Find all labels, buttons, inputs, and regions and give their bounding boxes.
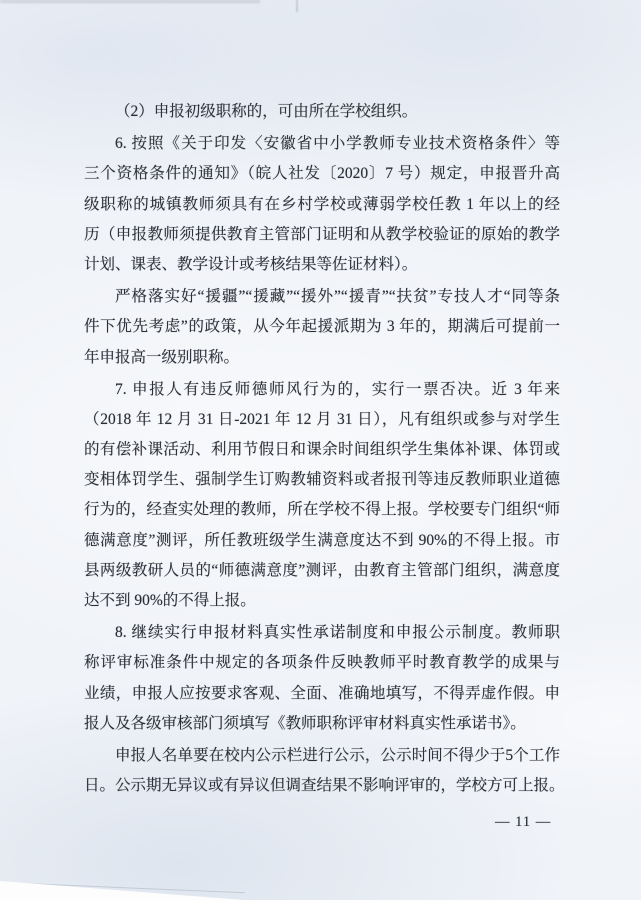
- text-line: 计划、课表、教学设计或考核结果等佐证材料）。: [84, 255, 418, 273]
- text-line: （2）申报初级职称的，可由所在学校组织。: [115, 103, 418, 120]
- paragraph: [84, 375, 560, 617]
- text-line: （2018 年 12 月 31 日-2021 年 12 月 31 日），凡有组织或参与对学生: [84, 410, 560, 428]
- text-line: 历（申报教师须提供教育主管部门证明和从教学校验证的原始的教学: [84, 225, 560, 243]
- text-line: 变相体罚学生、强制学生订购教辅资料或者报刊等违反教师职业道德: [84, 471, 560, 489]
- text-line: 6. 按照《关于印发〈安徽省中小学教师专业技术资格条件〉等: [115, 135, 560, 153]
- text-line: 件下优先考虑”的政策，从今年起援派期为 3 年的，期满后可提前一: [84, 318, 560, 336]
- paragraph: [84, 741, 565, 801]
- scan-artifact-crease: [296, 0, 298, 12]
- text-line: 业绩，申报人应按要求客观、全面、准确地填写，不得弄虚作假。申: [84, 684, 560, 702]
- text-line: 三个资格条件的通知》（皖人社发〔2020〕7 号）规定，申报晋升高: [84, 165, 560, 183]
- scan-artifact-top: [0, 0, 260, 3]
- text-line: 报人及各级审核部门须填写《教师职称评审材料真实性承诺书》。: [84, 714, 526, 732]
- text-line: 日。公示期无异议或有异议但调查结果不影响评审的，学校方可上报。: [84, 777, 565, 795]
- text-line: 严格落实好“援疆”“援藏”“援外”“援青”“扶贫”专技人才“同等条: [115, 288, 560, 306]
- text-line: 称评审标准条件中规定的各项条件反映教师平时教育教学的成果与: [84, 654, 560, 672]
- text-line: 行为的，经查实处理的教师，所在学校不得上报。学校要专门组织“师: [84, 501, 560, 519]
- paragraph: [84, 618, 560, 739]
- text-line: 年申报高一级别职称。: [84, 348, 240, 366]
- paragraph: [84, 129, 560, 280]
- text-line: 级职称的城镇教师须具有在乡村学校或薄弱学校任教 1 年以上的经: [84, 195, 560, 213]
- paragraph: [84, 282, 560, 373]
- paragraph: [84, 97, 560, 127]
- text-line: 县两级教研人员的“师德满意度”测评，由教育主管部门组织，满意度: [84, 561, 560, 579]
- text-line: 达不到 90%的不得上报。: [84, 592, 256, 609]
- text-line: 7. 申报人有违反师德师风行为的，实行一票否决。近 3 年来: [115, 380, 560, 398]
- text-line: 申报人名单要在校内公示栏进行公示，公示时间不得少于5个工作: [115, 746, 560, 764]
- text-line: 的有偿补课活动、利用节假日和课余时间组织学生集体补课、体罚或: [84, 441, 560, 459]
- text-line: 德满意度”测评，所任教班级学生满意度达不到 90%的不得上报。市: [84, 531, 560, 549]
- text-line: 8. 继续实行申报材料真实性承诺制度和申报公示制度。教师职: [115, 624, 560, 642]
- document-body: [84, 97, 565, 801]
- page-number: — 11 —: [495, 814, 552, 830]
